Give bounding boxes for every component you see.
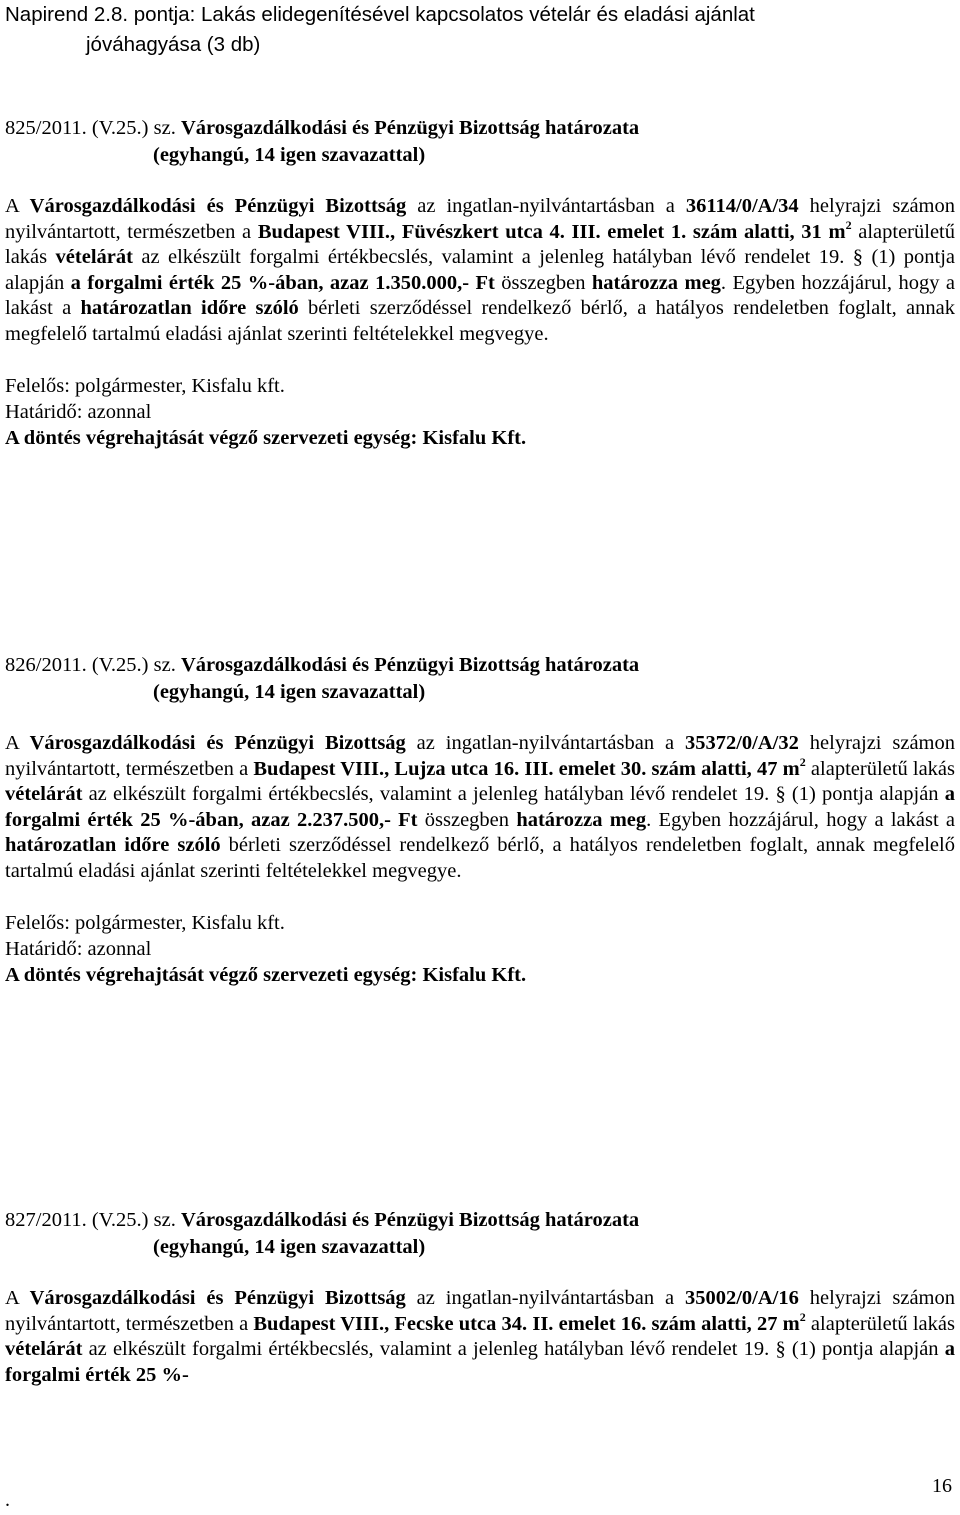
body-text-segment: határozatlan időre szóló [80,297,299,320]
agenda-title [5,0,955,60]
resolution-heading [5,652,955,706]
body-text-segment: alapterületű lakás [805,757,955,780]
body-text-segment: bérleti szerződéssel rendelkező bérlő, a hatályos rendeletben foglalt, annak megfelelő tartalmú eladási ajánlat szerinti feltételekkel megvegye. [5,834,955,882]
resolution-number: 825/2011. (V.25.) sz. [5,117,176,139]
body-text-segment: helyrajzi számon nyilvántartott, természetben a [5,1287,955,1335]
body-text-segment: összegben [494,271,592,294]
resolution-826 [5,652,955,988]
body-text-segment: 35372/0/A/32 [684,732,799,754]
resolution-committee-title: Városgazdálkodási és Pénzügyi Bizottság határozata [180,1209,640,1231]
body-text-segment: határozatlan időre szóló [5,834,221,857]
body-text-segment: a forgalmi érték 25 %-ában, azaz 2.237.500,- Ft [5,783,955,831]
resolution-committee-title: Városgazdálkodási és Pénzügyi Bizottság határozata [180,654,640,676]
body-text-segment: 36114/0/A/34 [685,195,799,217]
resolution-heading [5,1207,955,1261]
body-text-segment: Városgazdálkodási és Pénzügyi Bizottság [29,1287,406,1309]
body-text-segment: az elkészült forgalmi értékbecslés, valamint a jelenleg hatályban lévő rendelet 19. § (1) pontja alapján [82,783,945,806]
executor-line: A döntés végrehajtását végző szervezeti egység: Kisfalu Kft. [5,426,527,449]
body-text-segment: határozza meg [591,271,721,294]
body-text-segment: helyrajzi számon nyilvántartott, természetben a [5,732,955,780]
body-text-segment: vételárát [55,246,133,269]
body-text-segment: Budapest VIII., Lujza utca 16. III. emelet 30. szám alatti, 47 m [253,757,800,780]
resolution-vote: (egyhangú, 14 igen szavazattal) [153,1236,426,1258]
body-text-segment: A [5,1287,30,1309]
body-text-segment: alapterületű lakás [5,220,955,269]
body-text-segment: Budapest VIII., Füvészkert utca 4. III. emelet 1. szám alatti, 31 m [257,220,846,243]
body-text-segment: Budapest VIII., Fecske utca 34. II. emelet 16. szám alatti, 27 m [253,1312,800,1335]
resolution-committee-title: Városgazdálkodási és Pénzügyi Bizottság határozata [180,117,640,139]
body-text-segment: alapterületű lakás [805,1312,955,1335]
body-text-segment: vételárát [5,783,83,806]
body-text-segment: az ingatlan-nyilvántartásban a [405,1287,685,1309]
resolution-meta [5,373,955,451]
body-text-segment: 2 [845,217,852,232]
body-text-segment: bérleti szerződéssel rendelkező bérlő, a hatályos rendeletben foglalt, annak megfelelő tartalmú eladási ajánlat szerinti feltételekkel megvegye. [5,297,955,345]
body-text-segment: a forgalmi érték 25 %-ában, azaz 1.350.000,- Ft [70,271,495,294]
body-text-segment: az ingatlan-nyilvántartásban a [406,195,686,217]
body-text-segment: helyrajzi számon nyilvántartott, természetben a [5,195,955,243]
resolution-825 [5,115,955,451]
body-text-segment: a forgalmi érték 25 %- [5,1338,955,1386]
resolution-number: 827/2011. (V.25.) sz. [5,1209,176,1231]
body-text-segment: 2 [799,754,806,769]
responsible-line: Felelős: polgármester, Kisfalu kft. [5,911,285,934]
agenda-title-line-2: jóváhagyása (3 db) [86,33,261,56]
footer-mark: . [5,1489,10,1511]
body-text-segment: összegben [417,808,517,831]
body-text-segment: A [5,195,30,217]
resolution-827 [5,1207,955,1388]
body-text-segment: 35002/0/A/16 [684,1287,799,1309]
deadline-line: Határidő: azonnal [5,937,152,960]
body-text-segment: A [5,732,30,754]
body-text-segment: az elkészült forgalmi értékbecslés, valamint a jelenleg hatályban lévő rendelet 19. § (1) pontja alapján [5,246,955,294]
deadline-line: Határidő: azonnal [5,400,152,423]
resolution-body [5,194,955,348]
page-number: 16 [932,1475,952,1497]
body-text-segment: . Egyben hozzájárul, hogy a lakást a [5,271,955,320]
body-text-segment: az elkészült forgalmi értékbecslés, valamint a jelenleg hatályban lévő rendelet 19. § (1) pontja alapján [82,1338,945,1361]
resolution-vote: (egyhangú, 14 igen szavazattal) [153,144,426,166]
resolution-number: 826/2011. (V.25.) sz. [5,654,176,676]
body-text-segment: Városgazdálkodási és Pénzügyi Bizottság [29,195,407,217]
responsible-line: Felelős: polgármester, Kisfalu kft. [5,374,285,397]
body-text-segment: határozza meg [516,808,647,831]
body-text-segment: . Egyben hozzájárul, hogy a lakást a [646,808,956,831]
resolution-body [5,1286,955,1388]
resolution-meta [5,910,955,988]
executor-line: A döntés végrehajtását végző szervezeti egység: Kisfalu Kft. [5,963,527,986]
agenda-title-line-1: Napirend 2.8. pontja: Lakás elidegenítésével kapcsolatos vételár és eladási ajánlat [5,3,755,26]
body-text-segment: 2 [799,1309,806,1324]
resolution-body [5,731,955,885]
body-text-segment: vételárát [5,1338,83,1361]
resolution-vote: (egyhangú, 14 igen szavazattal) [153,681,426,703]
body-text-segment: az ingatlan-nyilvántartásban a [405,732,685,754]
body-text-segment: Városgazdálkodási és Pénzügyi Bizottság [29,732,406,754]
resolution-heading [5,115,955,169]
